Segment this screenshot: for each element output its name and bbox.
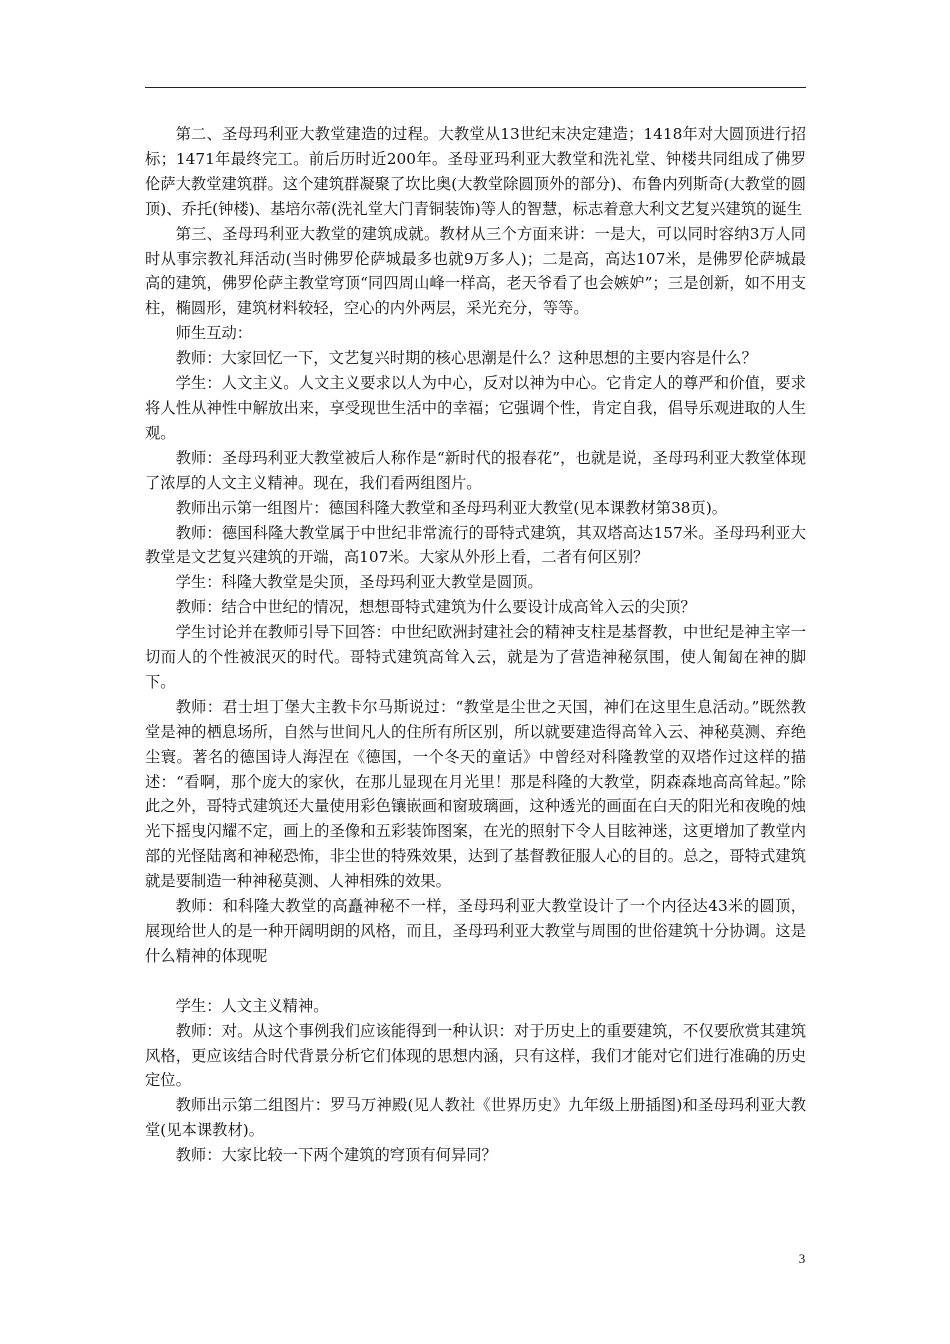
header-rule [145,87,806,88]
paragraph-student-humanist-spirit: 学生：人文主义精神。 [175,996,329,1015]
blank-line [145,969,806,994]
paragraph-teacher-question-humanism: 教师：大家回忆一下，文艺复兴时期的核心思潮是什么？这种思想的主要内容是什么？ [175,349,757,368]
paragraph-interaction-heading: 师生互动： [175,324,253,343]
paragraph-student-spire-dome: 学生：科隆大教堂是尖顶，圣母玛利亚大教堂是圆顶。 [175,573,543,592]
document-body [145,122,806,1168]
paragraph-teacher-cologne-compare: 教师：德国科隆大教堂属于中世纪非常流行的哥特式建筑，其双塔高达157米。圣母玛利亚大教堂是文艺复兴建筑的开端，高107米。大家从外形上看，二者有何区别？ [145,523,806,567]
paragraph-teacher-gothic-question: 教师：结合中世纪的情况，想想哥特式建筑为什么要设计成高耸入云的尖顶？ [175,598,696,617]
paragraph-teacher-spring-flower: 教师：圣母玛利亚大教堂被后人称作是“新时代的报春花”，也就是说，圣母玛利亚大教堂体现了浓厚的人文主义精神。现在，我们看两组图片。 [145,448,806,492]
paragraph-second-picture-group: 教师出示第二组图片：罗马万神殿(见人教社《世界历史》九年级上册插图)和圣母玛利亚大教堂(见本课教材)。 [145,1096,806,1140]
page-number: 3 [798,1251,806,1266]
paragraph-construction-process: 第二、圣母玛利亚大教堂建造的过程。大教堂从13世纪末决定建造；1418年对大圆顶进行招标；1471年最终完工。前后历时近200年。圣母亚玛利亚大教堂和洗礼堂、钟楼共同组成了佛罗伦萨大教堂建筑群。这个建筑群凝聚了坎比奥(大教堂除圆顶外的部分)、布鲁内列斯奇(大教堂的圆顶)、乔托(钟楼)、基培尔蒂(洗礼堂大门青铜装饰)等人的智慧，标志着意大利文艺复兴建筑的诞生 [145,125,806,218]
paragraph-teacher-dome-contrast: 教师：和科隆大教堂的高矗神秘不一样，圣母玛利亚大教堂设计了一个内径达43米的圆顶，展现给世人的是一种开阔明朗的风格，而且，圣母玛利亚大教堂与周围的世俗建筑十分协调。这是什么精神的体现呢 [145,897,806,965]
paragraph-teacher-historical-positioning: 教师：对。从这个事例我们应该能得到一种认识：对于历史上的重要建筑，不仅要欣赏其建筑风格，更应该结合时代背景分析它们体现的思想内涵，只有这样，我们才能对它们进行准确的历史定位。 [145,1021,806,1090]
paragraph-teacher-gothic-explanation: 教师：君士坦丁堡大主教卡尔马斯说过：“教堂是尘世之天国，神们在这里生息活动。”既然教堂是神的栖息场所，自然与世间凡人的住所有所区别，所以就要建造得高耸入云、神秘莫测、弃绝尘寰。著名的德国诗人海涅在《德国，一个冬天的童话》中曾经对科隆教堂的双塔作过这样的描述：“看啊，那个庞大的家伙，在那儿显现在月光里！那是科隆的大教堂，阴森森地高高耸起。”除此之外，哥特式建筑还大量使用彩色镶嵌画和窗玻璃画，这种透光的画面在白天的阳光和夜晚的烛光下摇曳闪耀不定，画上的圣像和五彩装饰图案，在光的照射下令人目眩神迷，这更增加了教堂内部的光怪陆离和神秘恐怖，非尘世的特殊效果，达到了基督教征服人心的目的。总之，哥特式建筑就是要制造一种神秘莫测、人神相殊的效果。 [145,697,806,891]
paragraph-student-answer-humanism: 学生：人文主义。人文主义要求以人为中心，反对以神为中心。它肯定人的尊严和价值，要求将人性从神性中解放出来，享受现世生活中的幸福；它强调个性，肯定自我，倡导乐观进取的人生观。 [145,374,806,442]
paragraph-teacher-compare-domes: 教师：大家比较一下两个建筑的穹顶有何异同？ [175,1146,497,1165]
paragraph-first-picture-group: 教师出示第一组图片：德国科隆大教堂和圣母玛利亚大教堂(见本课教材第38页)。 [175,498,728,517]
paragraph-student-discussion: 学生讨论并在教师引导下回答：中世纪欧洲封建社会的精神支柱是基督教，中世纪是神主宰一切而人的个性被泯灭的时代。哥特式建筑高耸入云，就是为了营造神秘氛围，使人匍匐在神的脚下。 [145,623,806,691]
paragraph-architectural-achievements: 第三、圣母玛利亚大教堂的建筑成就。教材从三个方面来讲：一是大，可以同时容纳3万人同时从事宗教礼拜活动(当时佛罗伦萨城最多也就9万多人)；二是高，高达107米，是佛罗伦萨城最高的建筑，佛罗伦萨主教堂穹顶“同四周山峰一样高，老天爷看了也会嫉妒”；三是创新，如不用支柱，椭圆形，建筑材料较轻，空心的内外两层，采光充分，等等。 [145,224,806,318]
